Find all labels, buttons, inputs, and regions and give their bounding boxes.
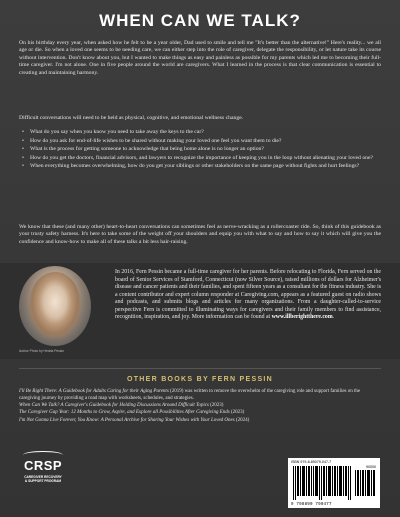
logo-line-2: & SUPPORT PROGRAM [24, 479, 62, 483]
isbn-digits: 9 798890 790477 [291, 503, 332, 507]
list-item: • What do you say when you know you need to take away the keys to the car? [22, 129, 204, 135]
price-code: 90000 [366, 465, 376, 469]
bullet-icon: • [22, 154, 24, 161]
author-photo [19, 266, 91, 346]
other-books-list [19, 389, 381, 425]
question-list [22, 129, 378, 172]
isbn-label: ISBN 979-8-89079-047-7 [291, 460, 332, 464]
bullet-icon: • [22, 163, 24, 170]
bullet-icon: • [22, 146, 24, 153]
barcode-icon [293, 466, 351, 500]
logo-mark: CRSP [23, 458, 63, 473]
isbn-barcode [288, 458, 380, 508]
list-item: The Caregiver Gap Year: 12 Months to Grow, Aspire, and Explore all Possibilities After Caregiving Ends (2023) [19, 410, 245, 416]
bullet-icon: • [22, 129, 24, 135]
price-barcode-icon [355, 470, 375, 500]
crsp-logo [19, 459, 67, 507]
book-title: WHEN CAN WE TALK? [99, 11, 301, 30]
photo-credit: Author Photo by Hedda Pessin [19, 349, 65, 353]
list-item: When Can We Talk? A Caregiver's Guidebook for Holding Discussions Around Difficult Topics (2023) [19, 402, 224, 408]
bullet-icon: • [22, 137, 24, 144]
list-item: • When everything becomes overwhelming, how do you get your siblings or other stakeholders on the same page without fights and hurt feelings? [22, 163, 360, 170]
author-website-link[interactable]: www.illberightthere.com [271, 314, 333, 320]
closing-paragraph: We know that these (and many other) heart-to-heart conversations can sometimes feel as nerve-wracking as a rollercoaster ride. So, think of this guidebook as your trusty safety harness. It's here to take some of the weight off your shoulders and equip you with what to say and how to say it which will give you the confidence and know-how to make all of these talks a bit less hair-raising. [19, 224, 381, 245]
list-item: I'll Be Right There: A Guidebook for Adults Caring for their Aging Parents (2019) was written to remove the overwhelm of the caregiving role and support families on the caregiving journey by providing a road map with worksheets, schedules, and strategies. [19, 389, 361, 401]
divider [19, 368, 381, 369]
logo-arc-icon [23, 451, 63, 459]
list-item: • How do you get the doctors, financial advisors, and lawyers to recognize the importance of keeping you in the loop without alienating your loved one? [22, 154, 374, 161]
author-portrait-figure [29, 272, 81, 338]
conversations-lead: Difficult conversations will need to be held as physical, cognitive, and emotional wellness change. [19, 115, 244, 121]
list-item: • How do you ask for end-of-life wishes to be shared without making your loved one feel you want them to die? [22, 137, 282, 144]
intro-paragraph: On his birthday every year, when asked how he felt to be a year older, Dad used to smile and tell me "It's better than the alternative!" Here's reality... we all age or die. So when a loved one seems to be needing care, we can either step into the role of caregiver, delegate the responsibility, or let nature take its course without intervention. Don't know about you, but I wanted to make things as easy and painless as possible for my parents which led me to becoming their full-time caregiver. I'm not alone. One in five people around the world are caregivers. What I learned in the process is that clear communication is essential to creating and maintaining harmony. [19, 40, 381, 76]
author-bio: In 2016, Fern Pessin became a full-time caregiver for her parents. Before relocating to Florida, Fern served on the board of Senior Services of Stamford, Connecticut (now Silver Source), raised millions of dollars for Alzheimer's disease and cancer patients and their families, and spent fifteen years as a consultant for the fitness industry. She is a content contributor and expert column responder at Caregiving.com, appears as a featured guest on radio shows and podcasts, and submits blogs and articles for many organizations. From a daughter-called-to-service perspective Fern is committed to illuminating ways for caregivers and their family members to find assistance, recognition, inspiration, and joy. More information can be found at www.illberightthere.com. [115, 269, 381, 320]
logo-line-1: CAREGIVER RECOVERY [24, 475, 62, 479]
list-item: I'm Not Gonna Live Forever, You Know: A Personal Archive for Sharing Your Wishes with Your Loved Ones (2024) [19, 417, 250, 423]
list-item: • What is the process for getting someone to acknowledge that being home alone is no longer an option? [22, 146, 264, 153]
other-books-heading: OTHER BOOKS BY FERN PESSIN [126, 376, 274, 383]
